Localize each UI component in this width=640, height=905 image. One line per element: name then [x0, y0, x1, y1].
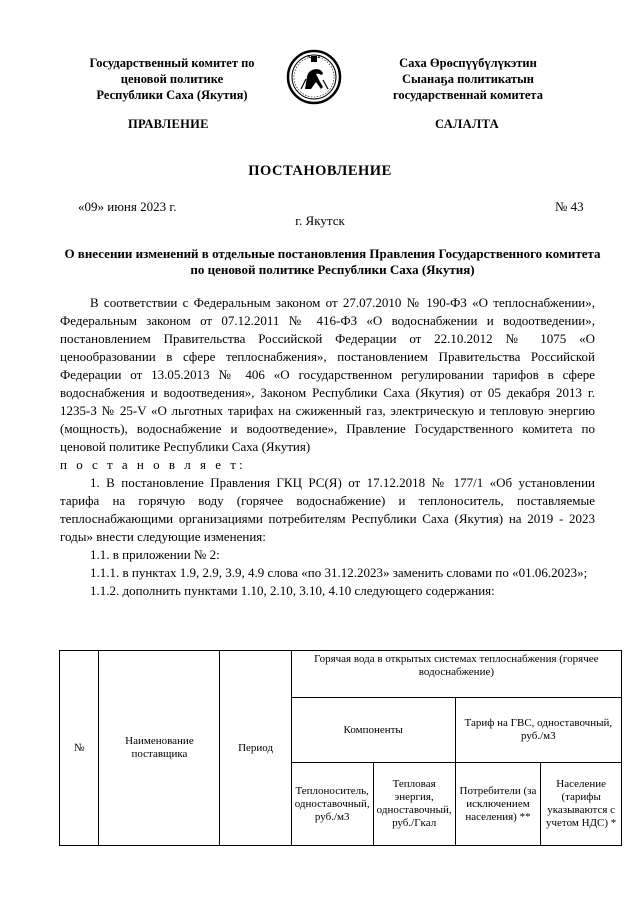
header-left-line: Государственный комитет по [89, 56, 255, 70]
tariff-group-header: Тариф на ГВС, одноставочный, руб./м3 [455, 698, 621, 763]
department-right: САЛАЛТА [435, 117, 499, 131]
components-group-header: Компоненты [291, 698, 455, 763]
col-period-header: Период [220, 651, 291, 846]
document-title: ПОСТАНОВЛЕНИЕ [248, 163, 392, 179]
document-number: № 43 [555, 199, 584, 214]
header-left-org [72, 55, 272, 103]
item-1-1-2-paragraph: 1.1.2. дополнить пунктами 1.10, 2.10, 3.10, 4.10 следующего содержания: [90, 583, 495, 598]
tariff-table [59, 650, 622, 846]
department-left: ПРАВЛЕНИЕ [128, 117, 209, 131]
item-1-1-paragraph: 1.1. в приложении № 2: [90, 547, 220, 562]
col-consumers-header: Потребители (за исключением населения) ** [455, 763, 541, 846]
header-right-org [368, 55, 568, 103]
col-population-header: Население (тарифы указываются с учетом НДС) * [541, 763, 622, 846]
preamble-paragraph: В соответствии с Федеральным законом от 27.07.2010 № 190-ФЗ «О теплоснабжении», Федеральным законом от 07.12.2011 № 416-ФЗ «О водоснабжении и водоотведении», постановлением Правительства Российской Федерации от 22.10.2012 № 1075 «О ценообразовании в сфере теплоснабжения», постановлением Правительства Российской Федерации от 13.05.2013 № 406 «О государственном регулировании тарифов в сфере водоснабжения и водоотведения», Законом Республики Саха (Якутия) от 05 декабря 2013 г. 1235-З № 25-V «О льготных тарифах на сжиженный газ, электрическую и тепловую энергию (мощность), водоснабжение и водоотведение», Правление Государственного комитета по ценовой политике Республики Саха (Якутия) [60, 295, 595, 454]
item-1-1-1-paragraph: 1.1.1. в пунктах 1.9, 2.9, 3.9, 4.9 слова «по 31.12.2023» заменить словами по «01.06.2023»; [90, 565, 588, 580]
hot-water-group-header: Горячая вода в открытых системах теплоснабжения (горячее водоснабжение) [291, 651, 621, 698]
col-heat-energy-header: Тепловая энергия, одноставочный, руб./Гкал [373, 763, 455, 846]
header-left-line: Республики Саха (Якутия) [96, 88, 248, 102]
header-left-line: ценовой политике [120, 72, 224, 86]
document-date: «09» июня 2023 г. [78, 199, 177, 214]
header-right-line: государственнай комитета [393, 88, 543, 102]
document-subject: О внесении изменений в отдельные постановления Правления Государственного комитета по ценовой политике Республики Саха (Якутия) [64, 246, 601, 277]
col-supplier-header: Наименование поставщика [99, 651, 220, 846]
document-city: г. Якутск [295, 213, 345, 228]
header-right-line: Саха Өрөспүүбүлүкэтин [399, 56, 537, 70]
coat-of-arms-emblem-icon [286, 49, 342, 105]
resolves-line: п о с т а н о в л я е т: [60, 457, 246, 472]
table-header-row [60, 651, 622, 698]
item-1-paragraph: 1. В постановление Правления ГКЦ РС(Я) от 17.12.2018 № 177/1 «Об установлении тарифа на горячую воду (горячее водоснабжение) и теплоноситель, поставляемые теплоснабжающими организациями потребителям Республики Саха (Якутия) на 2019 - 2023 годы» внести следующие изменения: [60, 475, 595, 544]
header-right-line: Сыанаҕа политикатын [402, 72, 534, 86]
col-heat-carrier-header: Теплоноситель, одноставочный, руб./м3 [291, 763, 373, 846]
col-number-header: № [60, 651, 99, 846]
document-body [60, 294, 595, 600]
